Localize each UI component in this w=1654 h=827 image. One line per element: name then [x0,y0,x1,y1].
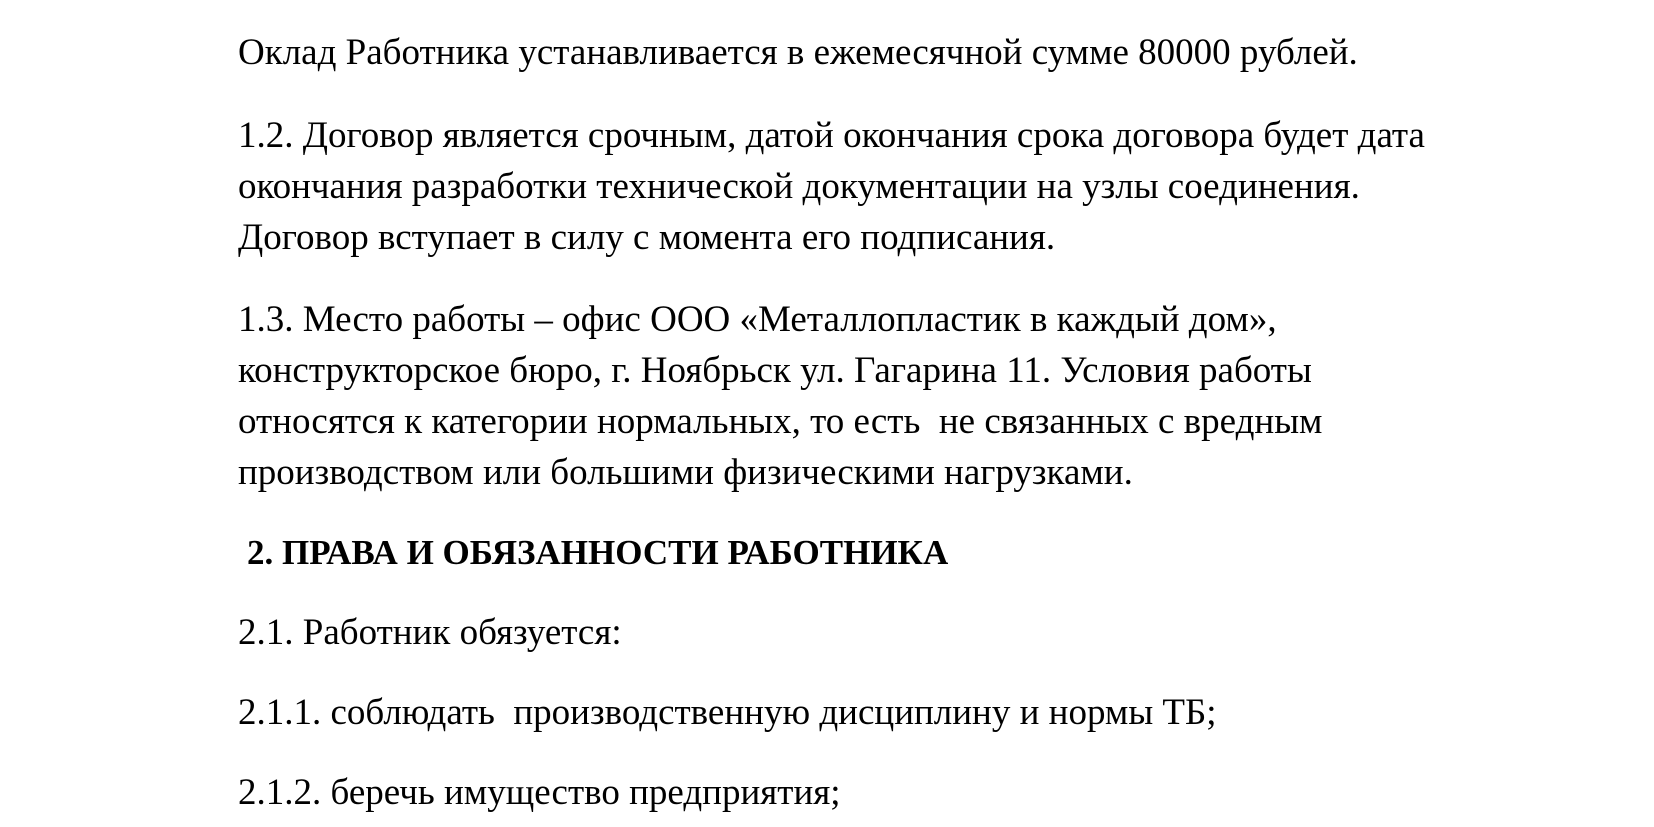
clause-2-1-1: 2.1.1. соблюдать производственную дисциплину и нормы ТБ; [238,692,1217,733]
clause-1-2-line-2: окончания разработки технической документации на узлы соединения. [238,166,1360,207]
clause-1-3-line-4: производством или большими физическими нагрузками. [238,452,1133,493]
clause-1-2-line-3: Договор вступает в силу с момента его подписания. [238,217,1056,258]
clause-1-2-line-1: 1.2. Договор является срочным, датой окончания срока договора будет дата [238,115,1425,156]
clause-1-3-line-1: 1.3. Место работы – офис ООО «Металлопластик в каждый дом», [238,299,1277,340]
clause-1-3-line-2: конструкторское бюро, г. Ноябрьск ул. Гагарина 11. Условия работы [238,350,1312,391]
clause-1-3-line-3: относятся к категории нормальных, то есть не связанных с вредным [238,401,1323,442]
clause-2-1: 2.1. Работник обязуется: [238,612,622,653]
clause-2-1-2: 2.1.2. беречь имущество предприятия; [238,772,841,813]
salary-paragraph: Оклад Работника устанавливается в ежемесячной сумме 80000 рублей. [238,32,1358,73]
section-2-heading: 2. ПРАВА И ОБЯЗАННОСТИ РАБОТНИКА [247,533,949,572]
